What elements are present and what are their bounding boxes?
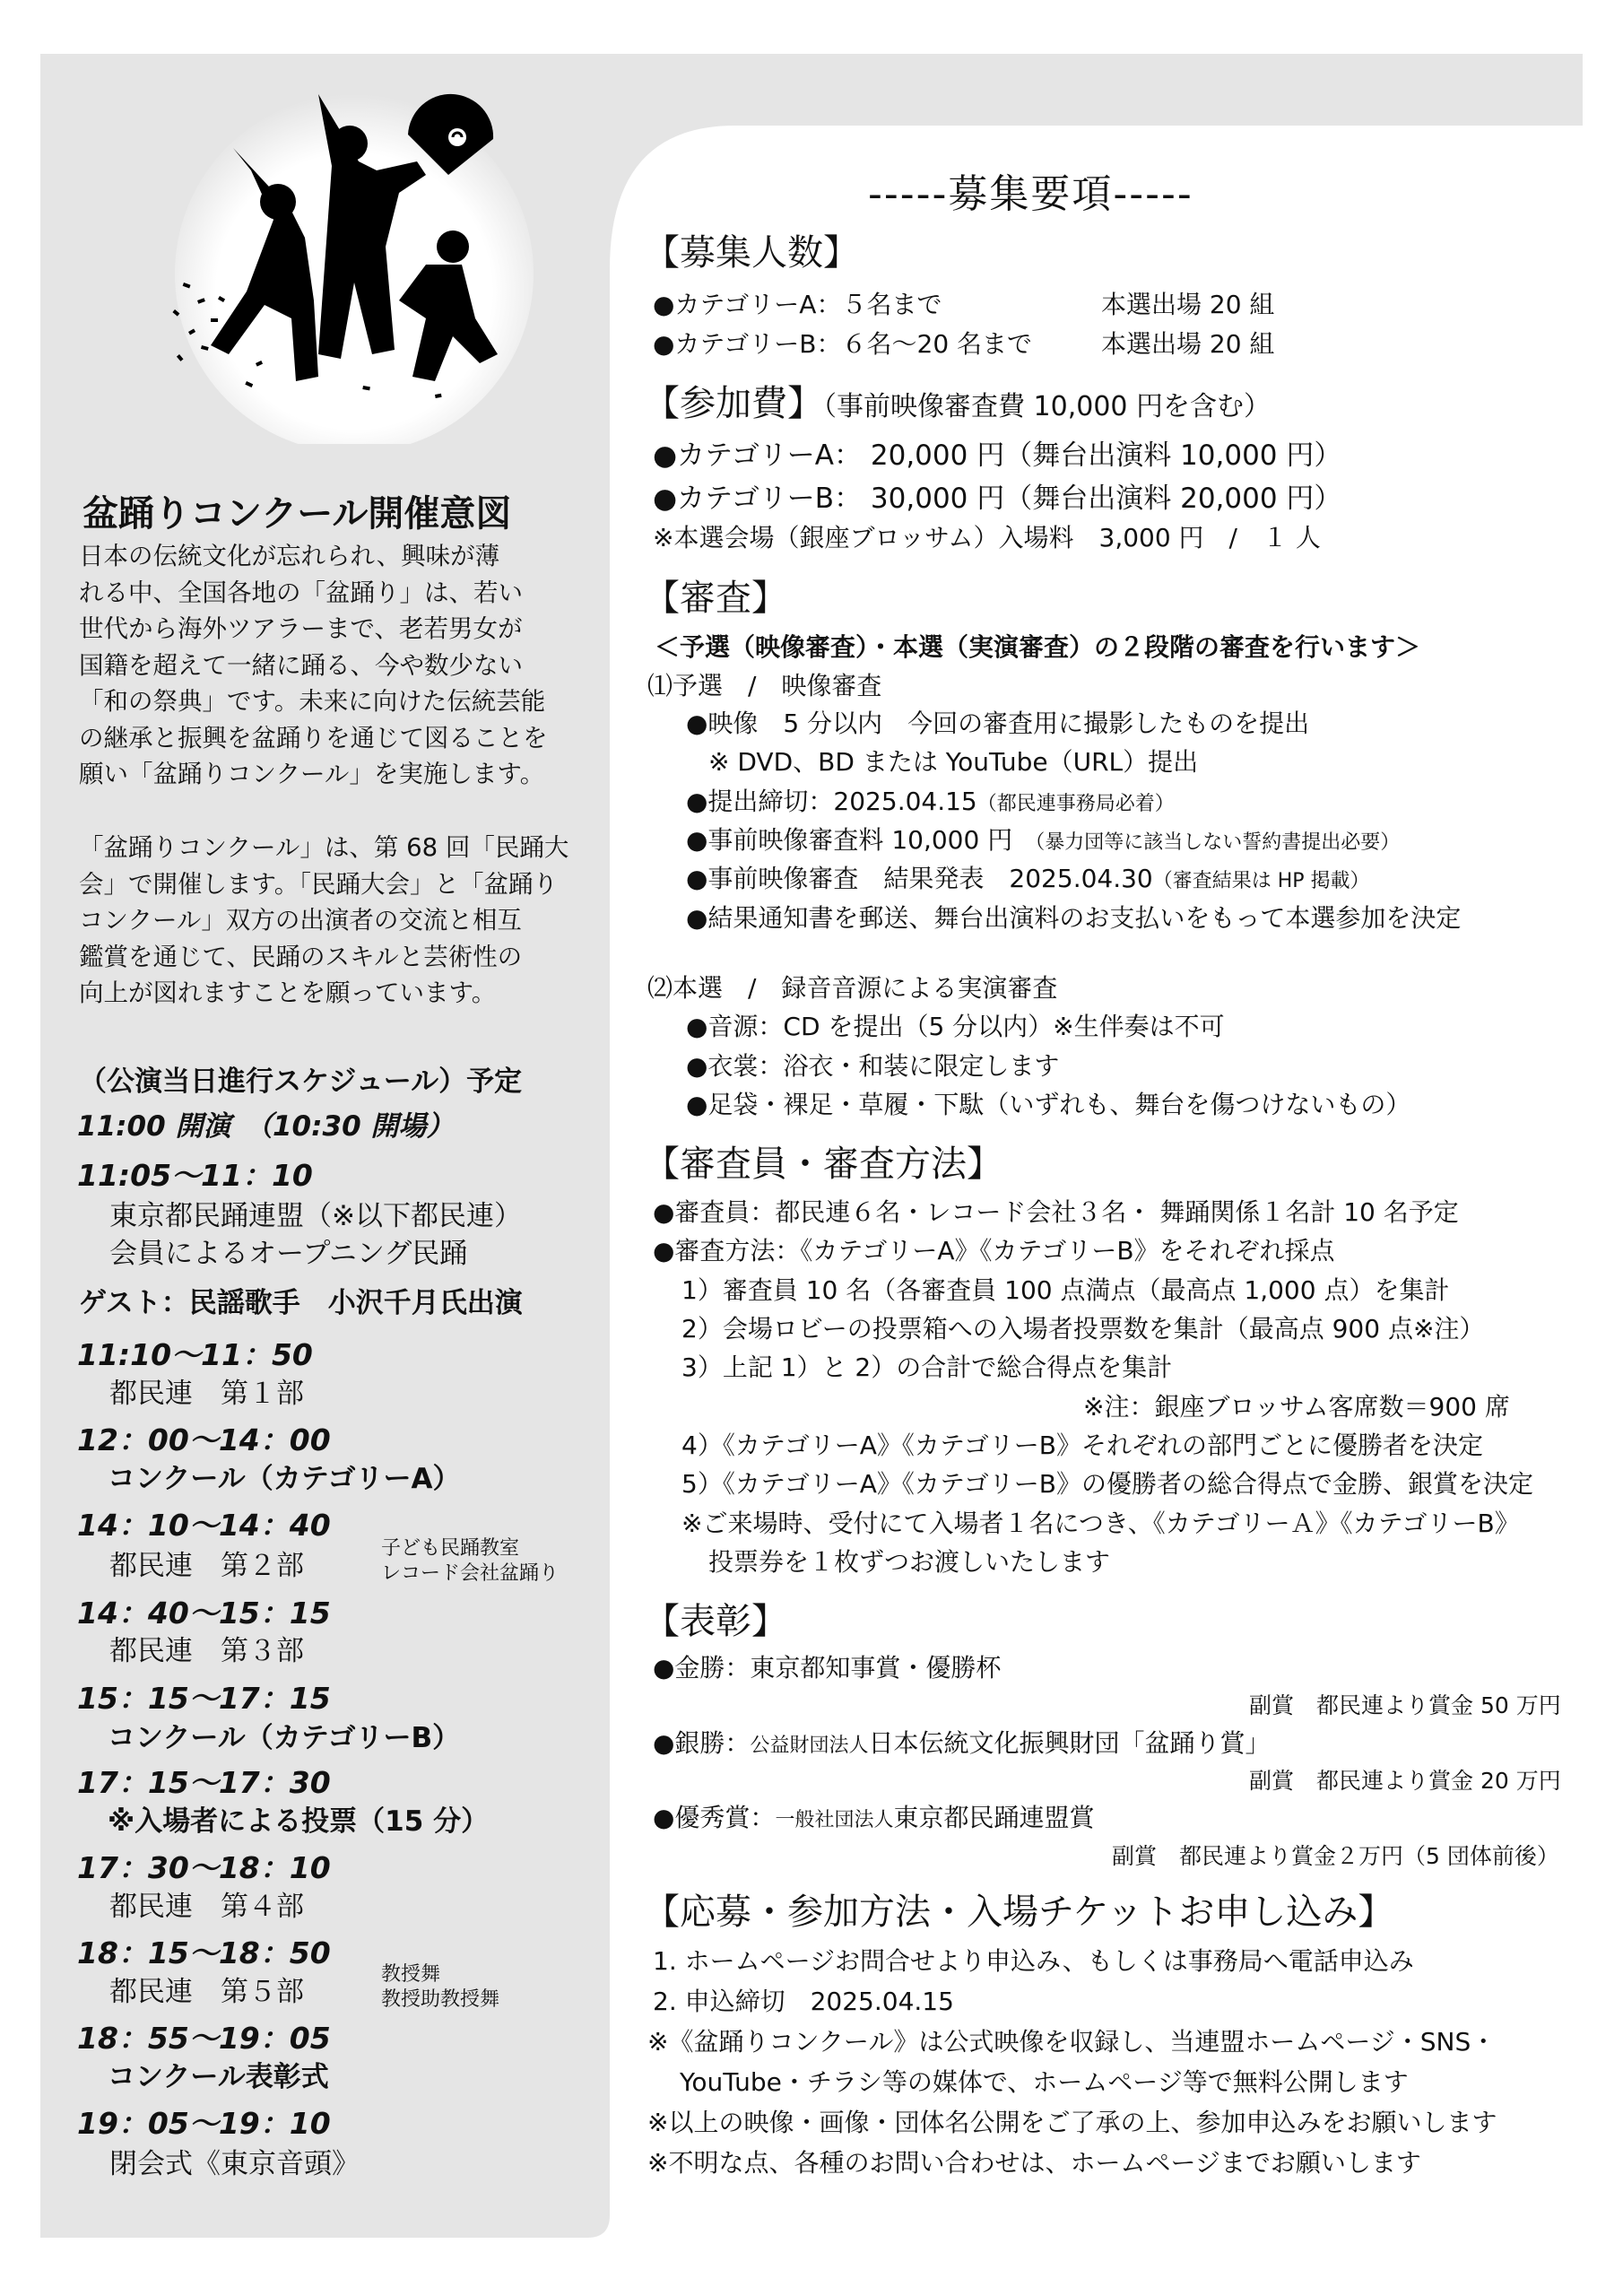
prelim-item: ●映像 5 分以内 今回の審査用に撮影したものを提出 [686, 709, 1310, 738]
section-heading-count: 【募集人数】 [644, 232, 859, 274]
schedule-note [381, 1536, 559, 1587]
judges-line: ●審査方法：《カテゴリーA》《カテゴリーB》をそれぞれ採点 [653, 1236, 1335, 1265]
prelim-item-note: （審査結果は HP 掲載） [1152, 870, 1370, 892]
note-line: 教授助教授舞 [381, 1988, 500, 2011]
apply-line: ※不明な点、各種のお問い合わせは、ホームページまでお願いします [647, 2148, 1421, 2178]
text-line: 願い「盆踊りコンクール」を実施します。 [79, 760, 545, 788]
section-heading-review: 【審査】 [644, 578, 787, 619]
schedule-guest: ゲスト：民謡歌手 小沢千月氏出演 [79, 1287, 523, 1319]
prelim-item-note: （都民連事務局必着） [976, 793, 1175, 815]
note-line: レコード会社盆踊り [381, 1562, 560, 1585]
text-line: 鑑賞を通じて、民踊のスキルと芸術性の [79, 942, 523, 971]
apply-line: ※《盆踊りコンクール》は公式映像を収録し、当連盟ホームページ・SNS・ [647, 2027, 1497, 2057]
award-name: 日本伝統文化振興財団「盆踊り賞」 [868, 1728, 1271, 1758]
text-line: 向上が図れますことを願っています。 [79, 978, 497, 1007]
section-heading-fee [644, 375, 1271, 426]
prelim-item: ●結果通知書を郵送、舞台出演料のお支払いをもって本選参加を決定 [686, 903, 1462, 933]
schedule-desc: 都民連 第５部 [109, 1976, 304, 2008]
bon-dance-illustration [139, 85, 560, 444]
schedule-desc: 都民連 第３部 [109, 1635, 304, 1667]
text-line: 「盆踊りコンクール」は、第 68 回「民踊大 [79, 833, 569, 862]
judges-line: ※ご来場時、受付にて入場者１名につき、《カテゴリーＡ》《カテゴリーB》 [681, 1509, 1520, 1538]
schedule-time: 11:05～11：10 [77, 1158, 313, 1193]
schedule-time: 17：15～17：30 [77, 1765, 331, 1800]
apply-line: 1. ホームページお問合せより申込み、もしくは事務局へ電話申込み [653, 1946, 1414, 1976]
count-row: ●カテゴリーB：６名～20 名まで [653, 329, 1033, 359]
judges-line: 2）会場ロビーの投票箱への入場者投票数を集計（最高点 900 点※注） [681, 1314, 1485, 1344]
text-line: 日本の伝統文化が忘れられ、興味が薄 [79, 542, 500, 570]
award-merit-prize: 副賞 都民連より賞金２万円（5 団体前後） [1112, 1843, 1559, 1869]
note-line: 教授舞 [381, 1963, 441, 1986]
judges-line: 1）審査員 10 名（各審査員 100 点満点（最高点 1,000 点）を集計 [681, 1275, 1450, 1305]
schedule-desc: 都民連 第４部 [109, 1891, 304, 1923]
count-row-value: 本選出場 20 組 [1101, 290, 1275, 319]
schedule-time: 15：15～17：15 [77, 1681, 331, 1716]
award-name: 東京都民踊連盟賞 [893, 1803, 1095, 1832]
section-heading-awards: 【表彰】 [644, 1601, 787, 1642]
text-line: の継承と振興を盆踊りを通じて図ることを [79, 723, 548, 752]
award-org: 公益財団法人 [750, 1735, 869, 1757]
judges-line: ※注：銀座ブロッサム客席数＝900 席 [1083, 1392, 1510, 1422]
final-item: ●衣裳：浴衣・和装に限定します [686, 1051, 1060, 1081]
fee-heading: 【参加費】 [644, 383, 823, 424]
schedule-note [381, 1962, 499, 2013]
schedule-desc: 都民連 第２部 [109, 1550, 304, 1582]
text-line: コンクール」双方の出演者の交流と相互 [79, 906, 522, 935]
text-line: 会」で開催します。「民踊大会」と「盆踊り [79, 869, 559, 899]
schedule-time: 17：30～18：10 [77, 1850, 331, 1885]
award-label: ●銀勝： [653, 1728, 751, 1758]
fee-row: ●カテゴリーB： 30,000 円（舞台出演料 20,000 円） [653, 483, 1342, 515]
schedule-time: 18：55～19：05 [77, 2021, 331, 2056]
schedule-time: 19：05～19：10 [77, 2106, 331, 2141]
judges-line: 3）上記 1）と 2）の合計で総合得点を集計 [681, 1352, 1173, 1382]
award-org: 一般社団法人 [775, 1809, 894, 1831]
schedule-time: 11:10～11：50 [77, 1337, 313, 1372]
prelim-item [686, 821, 1400, 857]
award-gold: ●金勝：東京都知事賞・優勝杯 [653, 1653, 1002, 1683]
prelim-item: ※ DVD、BD または YouTube（URL）提出 [708, 747, 1199, 777]
apply-line: YouTube・チラシ等の媒体で、ホームページ等で無料公開します [680, 2067, 1409, 2097]
prelim-title: ⑴予選 / 映像審査 [647, 671, 882, 700]
review-subtitle: ＜予選（映像審査）・本選（実演審査）の２段階の審査を行います＞ [655, 632, 1421, 662]
award-merit [653, 1798, 1094, 1834]
count-row-value: 本選出場 20 組 [1101, 329, 1275, 359]
schedule-time: 12：00～14：00 [77, 1422, 331, 1457]
section-heading-apply: 【応募・参加方法・入場チケットお申し込み】 [644, 1892, 1394, 1933]
prelim-item [686, 782, 1175, 818]
final-item: ●音源：CD を提出（5 分以内）※生伴奏は不可 [686, 1012, 1225, 1041]
judges-line: 5）《カテゴリーA》《カテゴリーB》の優勝者の総合得点で金勝、銀賞を決定 [681, 1469, 1533, 1499]
intro-paragraph-1 [79, 538, 548, 793]
award-label: ●優秀賞： [653, 1803, 776, 1832]
final-title: ⑵本選 / 録音音源による実演審査 [647, 973, 1058, 1003]
recruit-title: -----募集要項----- [868, 171, 1193, 217]
schedule-time: 14：40～15：15 [77, 1596, 331, 1631]
count-row: ●カテゴリーA：５名まで [653, 290, 942, 319]
apply-line: ※以上の映像・画像・団体名公開をご了承の上、参加申込みをお願いします [647, 2108, 1497, 2137]
final-item: ●足袋・裸足・草履・下駄（いずれも、舞台を傷つけないもの） [686, 1090, 1411, 1119]
schedule-time: 14：10～14：40 [77, 1508, 331, 1543]
award-silver-prize: 副賞 都民連より賞金 20 万円 [1249, 1768, 1561, 1794]
schedule-time: 18：15～18：50 [77, 1935, 331, 1970]
schedule-desc: 東京都民踊連盟（※以下都民連） [109, 1200, 522, 1232]
section-heading-judges: 【審査員・審査方法】 [644, 1144, 1002, 1185]
prelim-item-text: ●事前映像審査 結果発表 2025.04.30 [686, 864, 1153, 893]
intro-title: 盆踊りコンクール開催意図 [82, 493, 512, 535]
prelim-item-note: （暴力団等に該当しない誓約書提出必要） [1025, 831, 1401, 854]
schedule-desc: コンクール（カテゴリーB） [108, 1722, 461, 1754]
apply-line: 2. 申込締切 2025.04.15 [653, 1987, 954, 2016]
schedule-desc: 閉会式《東京音頭》 [109, 2148, 360, 2180]
judges-line: ●審査員：都民連６名・レコード会社３名・ 舞踊関係１名計 10 名予定 [653, 1197, 1459, 1227]
fee-note: ※本選会場（銀座ブロッサム）入場料 3,000 円 / １ 人 [653, 523, 1321, 552]
text-line: れる中、全国各地の「盆踊り」は、若い [79, 578, 523, 607]
judges-line: 投票券を１枚ずつお渡しいたします [708, 1547, 1111, 1577]
schedule-desc: コンクール（カテゴリーA） [108, 1463, 461, 1495]
schedule-opening: 11:00 開演 （10:30 開場） [77, 1110, 455, 1143]
judges-line: 4）《カテゴリーA》《カテゴリーB》それぞれの部門ごとに優勝者を決定 [681, 1431, 1483, 1460]
note-line: 子ども民踊教室 [381, 1537, 520, 1560]
schedule-desc: 会員によるオープニング民踊 [109, 1238, 468, 1270]
prelim-item-text: ●事前映像審査料 10,000 円 [686, 825, 1013, 855]
fee-heading-note: （事前映像審査費 10,000 円を含む） [823, 391, 1271, 422]
prelim-item [686, 859, 1370, 895]
award-gold-prize: 副賞 都民連より賞金 50 万円 [1249, 1692, 1561, 1718]
award-silver [653, 1724, 1270, 1760]
intro-paragraph-2 [79, 830, 568, 1012]
prelim-item-text: ●提出締切：2025.04.15 [686, 787, 977, 816]
schedule-desc: コンクール表彰式 [108, 2061, 329, 2093]
fee-row: ●カテゴリーA： 20,000 円（舞台出演料 10,000 円） [653, 439, 1342, 472]
schedule-desc: ※入場者による投票（15 分） [108, 1805, 490, 1838]
schedule-heading: （公演当日進行スケジュール）予定 [79, 1065, 523, 1098]
schedule-desc: 都民連 第１部 [109, 1378, 304, 1410]
text-line: 世代から海外ツアラーまで、老若男女が [79, 614, 523, 643]
text-line: 国籍を超えて一緒に踊る、今や数少ない [79, 650, 523, 680]
text-line: 「和の祭典」です。未来に向けた伝統芸能 [79, 687, 546, 716]
